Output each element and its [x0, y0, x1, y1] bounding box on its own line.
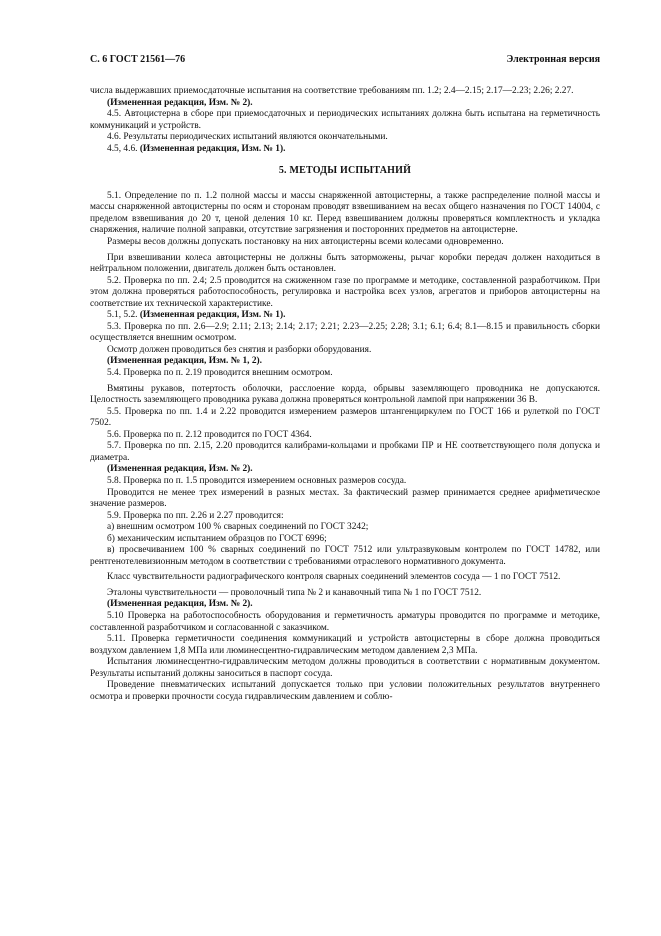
document-body: [90, 86, 600, 703]
clause-numbers: 5.1, 5.2.: [107, 310, 138, 321]
paragraph: Проведение пневматических испытаний допускается только при условии положительных результатов внутреннего осмотра и проверки прочности сосуда гидравлическим давлением и соблю-: [90, 680, 600, 702]
paragraph: 5.4. Проверка по п. 2.19 проводится внешним осмотром.: [107, 368, 333, 379]
paragraph: Класс чувствительности радиографического контроля сварных соединений элементов сосуда — 1 по ГОСТ 7512.: [107, 572, 561, 583]
paragraph: При взвешивании колеса автоцистерны не должны быть заторможены, рычаг коробки передач должен находиться в нейтральном положении, двигатель должен быть остановлен.: [90, 252, 600, 275]
paragraph: Испытания люминесцентно-гидравлическим методом должны проводиться в соответствии с нормативным документом. Результаты испытаний должны заноситься в паспорт сосуда.: [90, 657, 600, 679]
document-page: [90, 54, 600, 703]
amendment-note: [90, 144, 600, 156]
paragraph: 5.7. Проверка по пп. 2.15, 2.20 проводится калибрами-кольцами и пробками ПР и НЕ соответствующего поля допуска и диаметра.: [90, 441, 600, 463]
paragraph: 5.11. Проверка герметичности соединения коммуникаций и устройств автоцистерны в сборе должна проводиться воздухом давлением 1,8 МПа или люминесцентно-гидравлическим методом давлением 2,3 МПа.: [90, 634, 600, 656]
paragraph: 4.6. Результаты периодических испытаний являются окончательными.: [107, 132, 388, 143]
paragraph: Вмятины рукавов, потертость оболочки, расслоение корда, обрывы заземляющего проводника не допускаются. Целостность заземляющего проводника рукава должна проверяться контрольной лампой при напряжении 36 В.: [90, 383, 600, 406]
page-header: [90, 54, 600, 86]
paragraph: 5.5. Проверка по пп. 1.4 и 2.22 проводится измерением размеров штангенциркулем по ГОСТ 166 и рулеткой по ГОСТ 7502.: [90, 406, 600, 429]
list-item: в) просвечиванием 100 % сварных соединений по ГОСТ 7512 или ультразвуковым контролем по ГОСТ 14782, или рентгенотелевизионным методом в соответствии с требованиями отраслевого нормативного документа.: [90, 545, 600, 567]
paragraph: Проводится не менее трех измерений в разных местах. За фактический размер принимается среднее арифметическое значение размеров.: [90, 487, 600, 510]
paragraph: 5.9. Проверка по пп. 2.26 и 2.27 проводится:: [107, 510, 284, 521]
amendment-text: (Измененная редакция, Изм. № 1).: [139, 143, 286, 154]
list-item: а) внешним осмотром 100 % сварных соединений по ГОСТ 3242;: [107, 522, 369, 533]
header-standard-number: С. 6 ГОСТ 21561—76: [90, 54, 186, 65]
paragraph: Осмотр должен проводиться без снятия и разборки оборудования.: [107, 344, 372, 355]
paragraph: 5.3. Проверка по пп. 2.6—2.9; 2.11; 2.13; 2.14; 2.17; 2.21; 2.23—2.25; 2.28; 3.1; 6.1; 6.4; 8.1—8.15 и правильность сборки осуществляется внешним осмотром.: [90, 321, 600, 344]
paragraph: 5.1. Определение по п. 1.2 полной массы и массы снаряженной автоцистерны, а также распределение полной массы и массы снаряженной автоцистерны по осям и сторонам проводят взвешиванием на весах общего назначения по ГОСТ 14004, с пределом взвешивания до 20 т, ценой деления 10 кг. Перед взвешиванием должны проверяться комплектность и укладка снаряжения, наличие полной заправки, отсутствие загрязнения и посторонних предметов на автоцистерне.: [90, 190, 600, 236]
paragraph: числа выдержавших приемосдаточные испытания на соответствие требованиям пп. 1.2; 2.4—2.15; 2.17—2.23; 2.26; 2.27.: [90, 86, 574, 96]
section-title: 5. МЕТОДЫ ИСПЫТАНИЙ: [278, 165, 412, 177]
header-version-label: Электронная версия: [506, 54, 600, 65]
amendment-note: (Измененная редакция, Изм. № 1, 2).: [107, 356, 263, 367]
paragraph: Эталоны чувствительности — проволочный типа № 2 и канавочный типа № 1 по ГОСТ 7512.: [107, 587, 482, 598]
paragraph: 5.8. Проверка по п. 1.5 проводится измерением основных размеров сосуда.: [107, 475, 407, 486]
paragraph: 5.10 Проверка на работоспособность оборудования и герметичность арматуры проводится по программе и методике, составленной разработчиком и согласованной с заказчиком.: [90, 610, 600, 633]
paragraph: 5.6. Проверка по п. 2.12 проводится по ГОСТ 4364.: [107, 429, 312, 440]
paragraph: 5.2. Проверка по пп. 2.4; 2.5 проводится на сжиженном газе по программе и методике, составленной разработчиком. При этом должна проверяться работоспособность, регулировка и настройка всех узлов, агрегатов и приборов автоцистерны на соответствие их технической характеристике.: [90, 275, 600, 309]
list-item: б) механическим испытанием образцов по ГОСТ 6996;: [107, 533, 327, 544]
clause-numbers: 4.5, 4.6.: [107, 143, 138, 154]
paragraph: Размеры весов должны допускать постановку на них автоцистерны всеми колесами одновременно.: [107, 237, 504, 248]
amendment-note: (Измененная редакция, Изм. № 2).: [107, 97, 253, 108]
paragraph: 4.5. Автоцистерна в сборе при приемосдаточных и периодических испытаниях должна быть испытана на герметичность коммуникаций и устройств.: [90, 109, 600, 131]
amendment-note: [90, 310, 600, 322]
amendment-text: (Измененная редакция, Изм. № 1).: [139, 310, 286, 321]
amendment-note: (Измененная редакция, Изм. № 2).: [107, 464, 253, 475]
amendment-note: (Измененная редакция, Изм. № 2).: [107, 599, 253, 610]
